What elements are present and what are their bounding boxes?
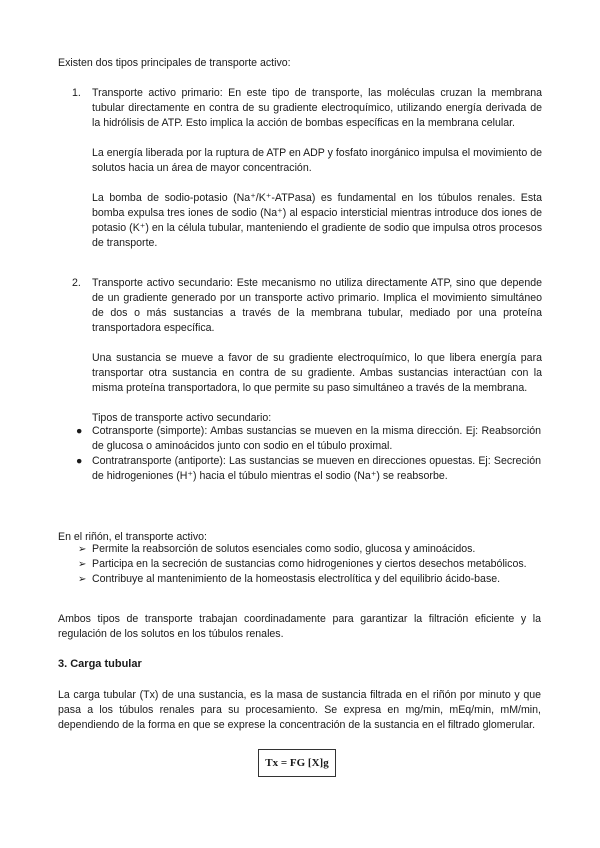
list-item-secondary-transport (72, 276, 542, 441)
arrow-item-text: Contribuye al mantenimiento de la homeostasis electrolítica y del equilibrio ácido-base. (92, 573, 501, 585)
closing-paragraph: Ambos tipos de transporte trabajan coordinadamente para garantizar la filtración eficiente y la regulación de los solutos en los túbulos renales. (58, 613, 541, 640)
bullet-text: Cotransporte (simporte): Ambas sustancias se mueven en la misma dirección. Ej: Reabsorción de glucosa o aminoácidos junto con sodio en el túbulo proximal. (92, 425, 541, 452)
list-number: 2. (72, 277, 81, 289)
secondary-paragraph-1: Transporte activo secundario: Este mecanismo no utiliza directamente ATP, sino que depende de un gradiente generado por un transporte activo primario. Implica el movimiento simultáneo de dos o más sustancias a través de la membrana tubular, mediado por una proteína transportadora específica. (92, 277, 542, 334)
list-item (76, 424, 541, 454)
carga-tubular-paragraph: La carga tubular (Tx) de una sustancia, es la masa de sustancia filtrada en el riñón por minuto y que pasa a los túbulos renales para su procesamiento. Se expresa en mg/min, mEq/min, mM/min, dependiendo de la forma en que se exprese la concentración de la sustancia en el filtrado glomerular. (58, 689, 541, 731)
secondary-paragraph-3: Tipos de transporte activo secundario: (92, 412, 272, 424)
primary-paragraph-2: La energía liberada por la ruptura de ATP en ADP y fosfato inorgánico impulsa el movimiento de solutos hacia un área de mayor concentración. (92, 147, 542, 174)
intro-text: Existen dos tipos principales de transporte activo: (58, 57, 291, 69)
arrow-item-text: Participa en la secreción de sustancias como hidrogeniones y ciertos desechos metabólicos. (92, 558, 527, 570)
bullet-icon: ● (76, 425, 83, 437)
bullet-icon: ● (76, 455, 83, 467)
arrow-bullet-icon: ➢ (78, 574, 87, 585)
arrow-bullet-icon: ➢ (78, 559, 87, 570)
secondary-paragraph-2: Una sustancia se mueve a favor de su gradiente electroquímico, lo que libera energía para transportar otra sustancia en contra de su gradiente. Ambas sustancias interactúan con la misma proteína transportadora, lo que permite su paso simultáneo a través de la membrana. (92, 352, 542, 394)
arrow-bullet-icon: ➢ (78, 544, 87, 555)
section-heading: 3. Carga tubular (58, 658, 142, 670)
arrow-item-text: Permite la reabsorción de solutos esenciales como sodio, glucosa y aminoácidos. (92, 543, 476, 555)
primary-paragraph-1: Transporte activo primario: En este tipo de transporte, las moléculas cruzan la membrana tubular directamente en contra de su gradiente electroquímico, utilizando energía derivada de la hidrólisis de ATP. Esto implica la acción de bombas específicas en la membrana celular. (92, 87, 542, 129)
formula-box (258, 749, 336, 777)
list-item (76, 454, 541, 484)
primary-paragraph-3: La bomba de sodio-potasio (Na⁺/K⁺-ATPasa) es fundamental en los túbulos renales. Esta bomba expulsa tres iones de sodio (Na⁺) al espacio intersticial mientras introduce dos iones de potasio (K⁺) en la célula tubular, manteniendo el gradiente de sodio que impulsa otros procesos de transporte. (92, 192, 542, 249)
kidney-functions-list (78, 542, 541, 587)
kidney-section-intro: En el riñón, el transporte activo: (58, 531, 207, 543)
list-item (78, 557, 541, 572)
list-item (78, 542, 541, 557)
list-item-primary-transport (72, 86, 542, 266)
list-number: 1. (72, 87, 81, 99)
list-item (78, 572, 541, 587)
formula-text: Tx = FG [X]g (265, 756, 329, 769)
secondary-types-list (76, 424, 541, 484)
bullet-text: Contratransporte (antiporte): Las sustancias se mueven en direcciones opuestas. Ej: Secreción de hidrogeniones (H⁺) hacia el túbulo mientras el sodio (Na⁺) se reabsorbe. (92, 455, 541, 482)
